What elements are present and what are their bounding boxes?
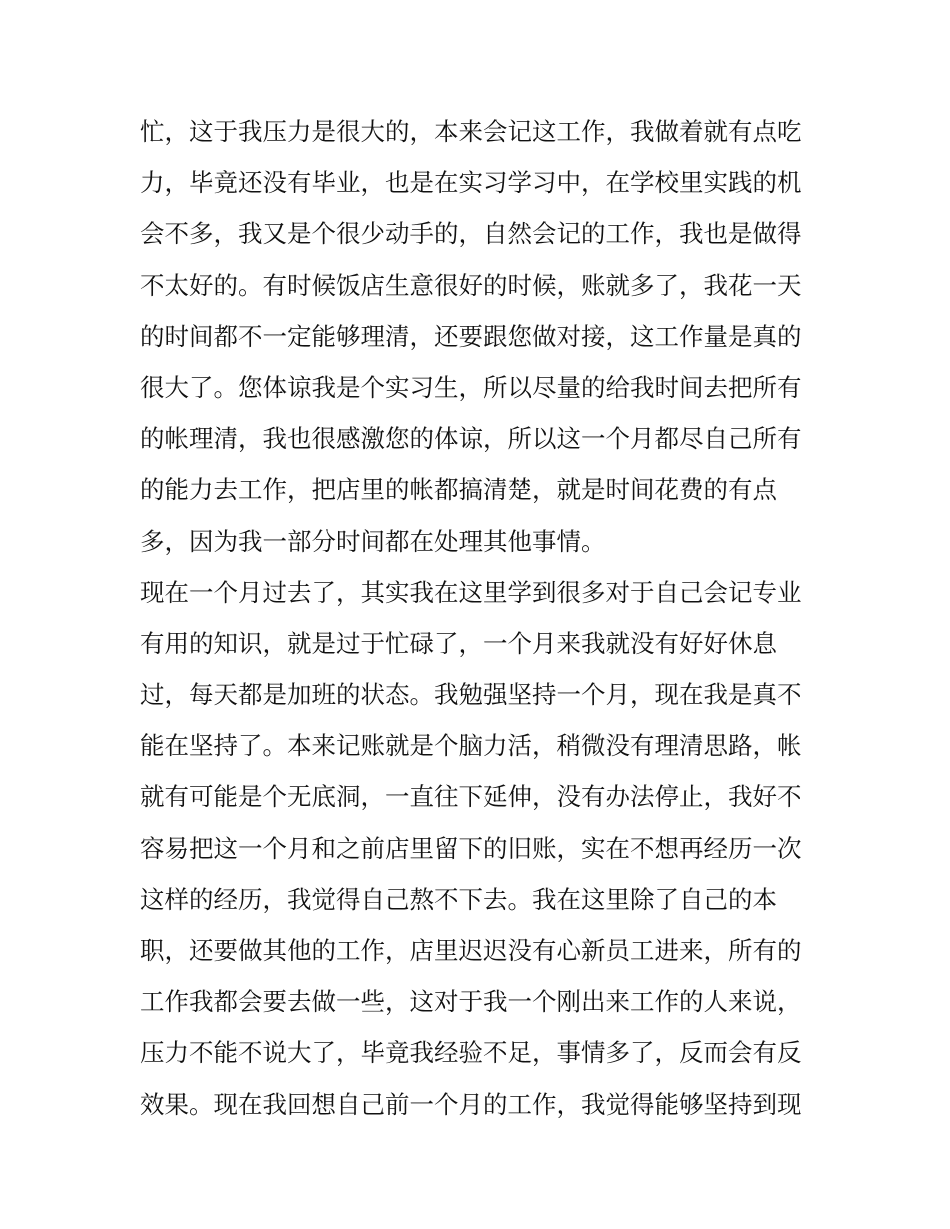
text-line: 职，还要做其他的工作，店里迟迟没有心新员工进来，所有的 xyxy=(140,936,802,965)
text-line: 过，每天都是加班的状态。我勉强坚持一个月，现在我是真不 xyxy=(140,680,802,710)
text-line: 会不多，我又是个很少动手的，自然会记的工作，我也是做得 xyxy=(140,219,802,249)
text-line: 就有可能是个无底洞，一直往下延伸，没有办法停止，我好不 xyxy=(140,782,802,812)
text-line: 很大了。您体谅我是个实习生，所以尽量的给我时间去把所有 xyxy=(140,372,802,402)
text-line: 力，毕竟还没有毕业，也是在实习学习中，在学校里实践的机 xyxy=(140,168,802,198)
text-line: 现在一个月过去了，其实我在这里学到很多对于自己会记专业 xyxy=(140,577,802,607)
text-line: 多，因为我一部分时间都在处理其他事情。 xyxy=(140,526,606,556)
text-line: 有用的知识，就是过于忙碌了，一个月来我就没有好好休息 xyxy=(140,628,777,658)
text-line: 效果。现在我回想自己前一个月的工作，我觉得能够坚持到现 xyxy=(140,1089,802,1119)
text-line: 忙，这于我压力是很大的，本来会记这工作，我做着就有点吃 xyxy=(140,117,802,146)
text-line: 的时间都不一定能够理清，还要跟您做对接，这工作量是真的 xyxy=(140,321,802,351)
text-line: 工作我都会要去做一些，这对于我一个刚出来工作的人来说， xyxy=(140,987,802,1017)
text-line: 压力不能不说大了，毕竟我经验不足，事情多了，反而会有反 xyxy=(140,1038,802,1068)
text-line: 能在坚持了。本来记账就是个脑力活，稍微没有理清思路，帐 xyxy=(140,731,802,761)
body-text xyxy=(140,106,820,1130)
text-line: 的帐理清，我也很感激您的体谅，所以这一个月都尽自己所有 xyxy=(140,424,802,454)
text-line: 不太好的。有时候饭店生意很好的时候，账就多了，我花一天 xyxy=(140,270,802,300)
text-line: 这样的经历，我觉得自己熬不下去。我在这里除了自己的本 xyxy=(140,884,777,914)
text-line: 容易把这一个月和之前店里留下的旧账，实在不想再经历一次 xyxy=(140,833,802,863)
text-line: 的能力去工作，把店里的帐都搞清楚，就是时间花费的有点 xyxy=(140,475,777,505)
